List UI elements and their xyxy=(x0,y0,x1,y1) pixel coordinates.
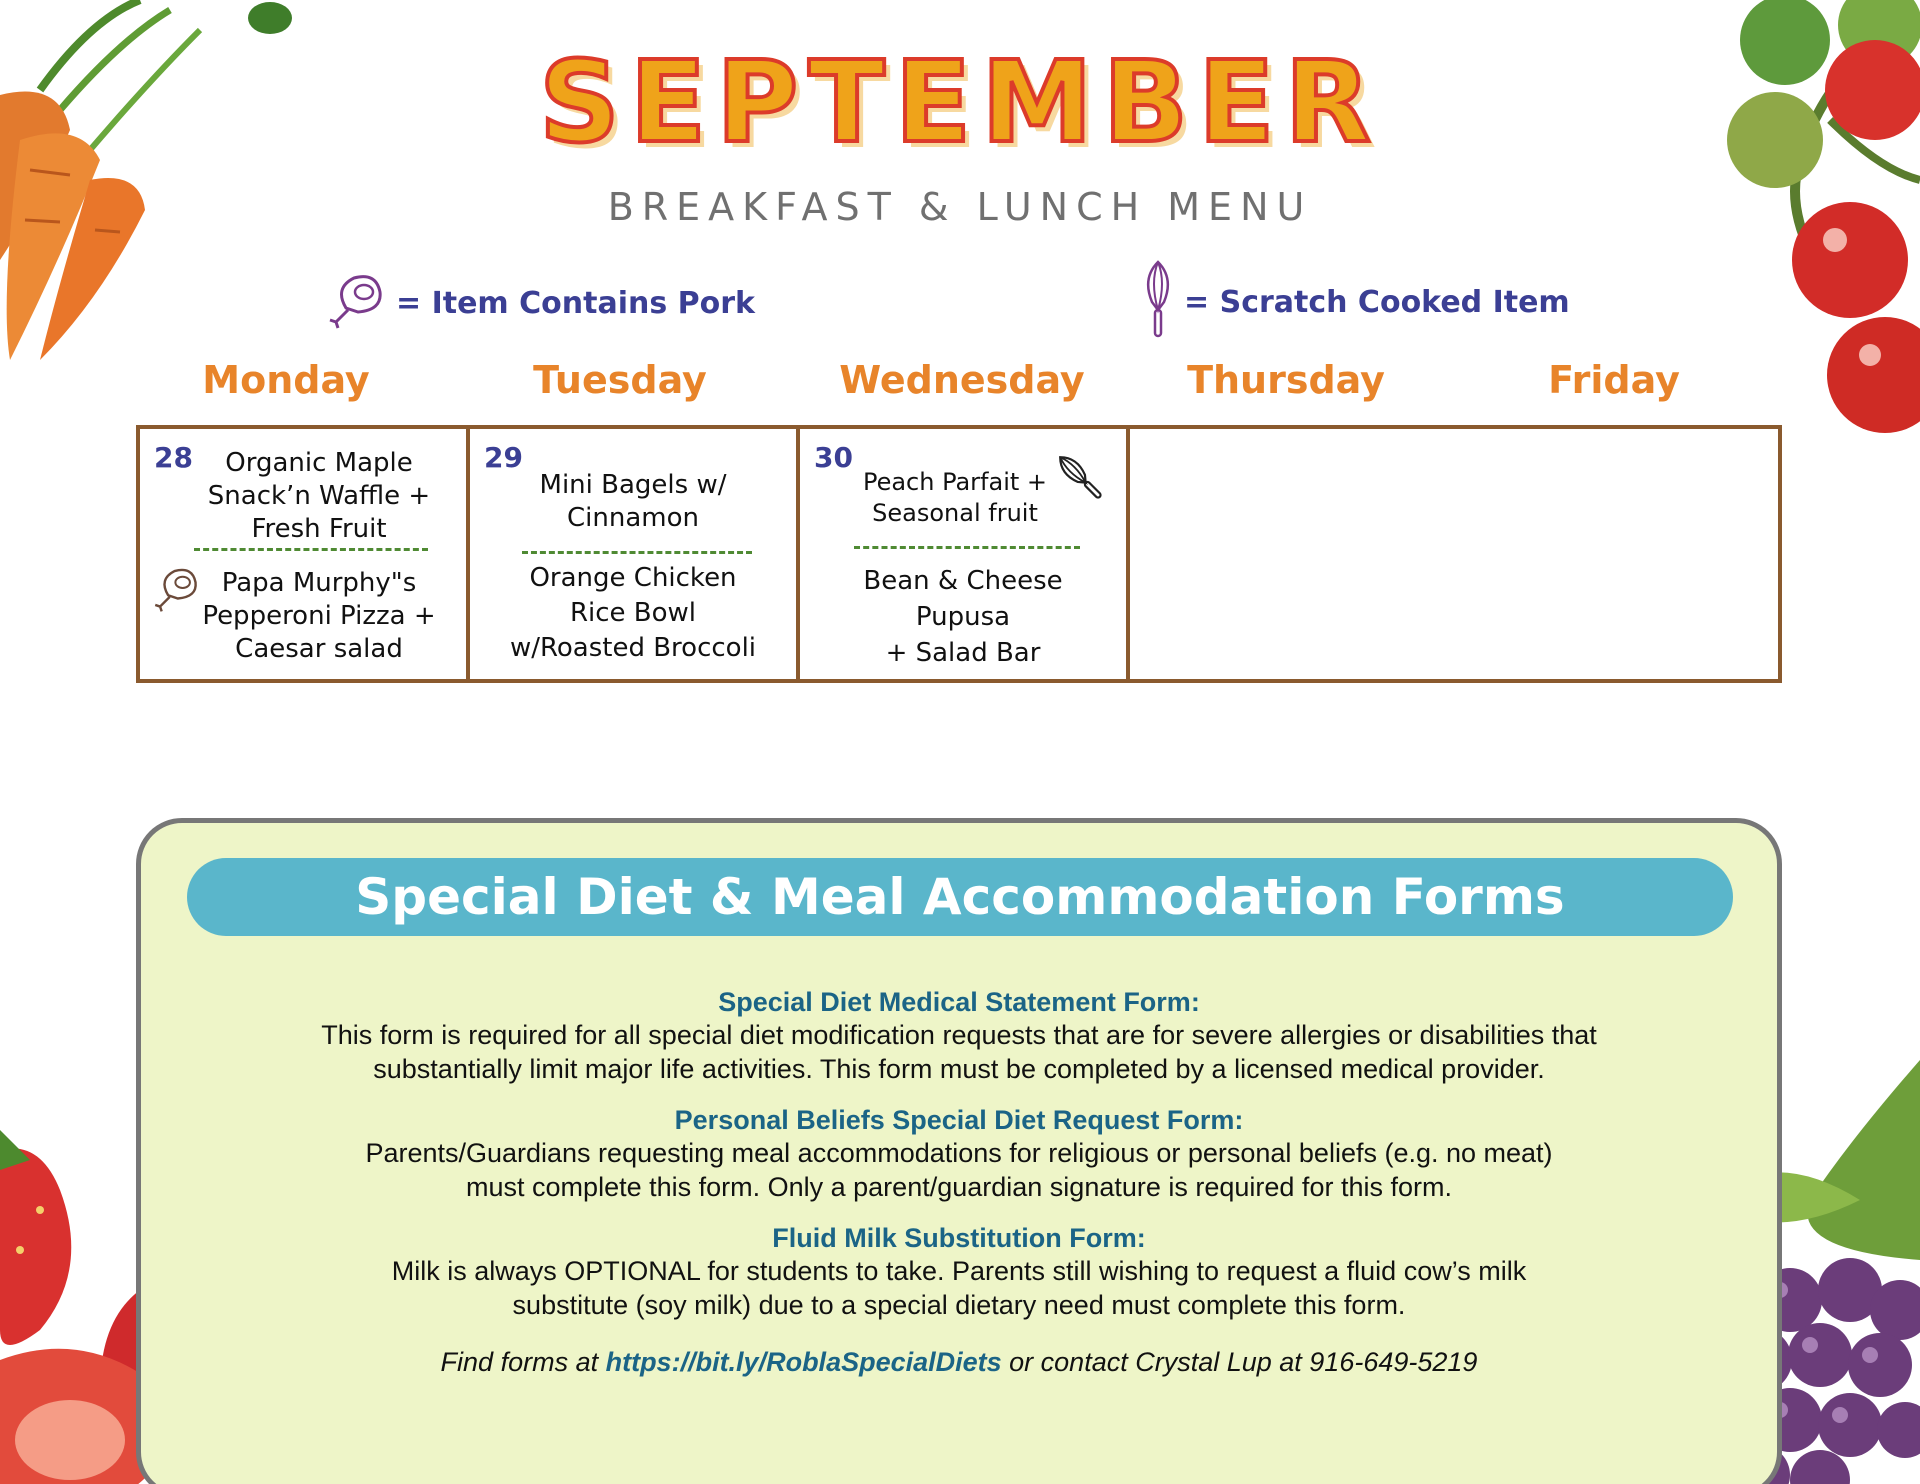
legend-scratch-label: = Scratch Cooked Item xyxy=(1184,284,1570,320)
day-number: 30 xyxy=(814,441,853,474)
find-forms-prefix: Find forms at xyxy=(440,1347,606,1377)
lunch-item: Orange Chicken Rice Bowl w/Roasted Broccoli xyxy=(509,563,757,663)
day-header-monday: Monday xyxy=(202,358,370,402)
ham-leg-icon xyxy=(326,268,388,338)
meal-divider xyxy=(854,546,1080,549)
section-fluid-milk xyxy=(136,1223,1782,1322)
section-title: Fluid Milk Substitution Form: xyxy=(772,1223,1146,1253)
page-subtitle: BREAKFAST & LUNCH MENU xyxy=(607,185,1313,229)
find-forms-suffix: or contact Crystal Lup at 916-649-5219 xyxy=(1001,1347,1478,1377)
calendar-cell-28 xyxy=(140,429,470,679)
day-header-thursday: Thursday xyxy=(1187,358,1385,402)
lunch-item: Papa Murphy"s Pepperoni Pizza + Caesar salad xyxy=(202,568,436,664)
breakfast-item: Organic Maple Snack’n Waffle + Fresh Fruit xyxy=(207,448,431,544)
whisk-icon xyxy=(1140,258,1176,346)
breakfast-item: Mini Bagels w/ Cinnamon xyxy=(539,470,727,533)
day-number: 28 xyxy=(154,441,193,474)
legend-pork-label: = Item Contains Pork xyxy=(396,285,755,321)
calendar-cell-30 xyxy=(800,429,1130,679)
find-forms-line xyxy=(136,1347,1782,1378)
section-medical-statement xyxy=(136,987,1782,1086)
legend-pork xyxy=(326,268,755,338)
breakfast-item: Peach Parfait + Seasonal fruit xyxy=(862,468,1048,527)
meal-divider xyxy=(194,548,428,551)
section-text: This form is required for all special diet modification requests that are for severe allergies or disabilities that substantially limit major life activities. This form must be completed by a licensed medical provider. xyxy=(321,1020,1597,1084)
legend-scratch xyxy=(1140,258,1570,346)
calendar-cell-29 xyxy=(470,429,800,679)
calendar-empty-region xyxy=(1134,429,1778,679)
day-header-friday: Friday xyxy=(1548,358,1680,402)
section-personal-beliefs xyxy=(136,1105,1782,1204)
day-header-tuesday: Tuesday xyxy=(533,358,707,402)
menu-calendar xyxy=(136,425,1782,683)
section-text: Parents/Guardians requesting meal accommodations for religious or personal beliefs (e.g. no meat) must complete this form. Only a parent/guardian signature is required for this form. xyxy=(365,1138,1553,1202)
special-diet-banner: Special Diet & Meal Accommodation Forms xyxy=(187,858,1733,936)
section-title: Personal Beliefs Special Diet Request Form: xyxy=(674,1105,1244,1135)
meal-divider xyxy=(522,551,752,554)
page-title: SEPTEMBER xyxy=(539,38,1381,168)
day-number: 29 xyxy=(484,441,523,474)
day-header-wednesday: Wednesday xyxy=(839,358,1085,402)
section-title: Special Diet Medical Statement Form: xyxy=(718,987,1200,1017)
lunch-item: Bean & Cheese Pupusa + Salad Bar xyxy=(863,566,1063,668)
section-text: Milk is always OPTIONAL for students to take. Parents still wishing to request a fluid cow’s milk substitute (soy milk) due to a special dietary need must complete this form. xyxy=(391,1256,1527,1320)
whisk-icon xyxy=(1050,447,1110,512)
special-diets-link[interactable]: https://bit.ly/RoblaSpecialDiets xyxy=(605,1347,1002,1377)
